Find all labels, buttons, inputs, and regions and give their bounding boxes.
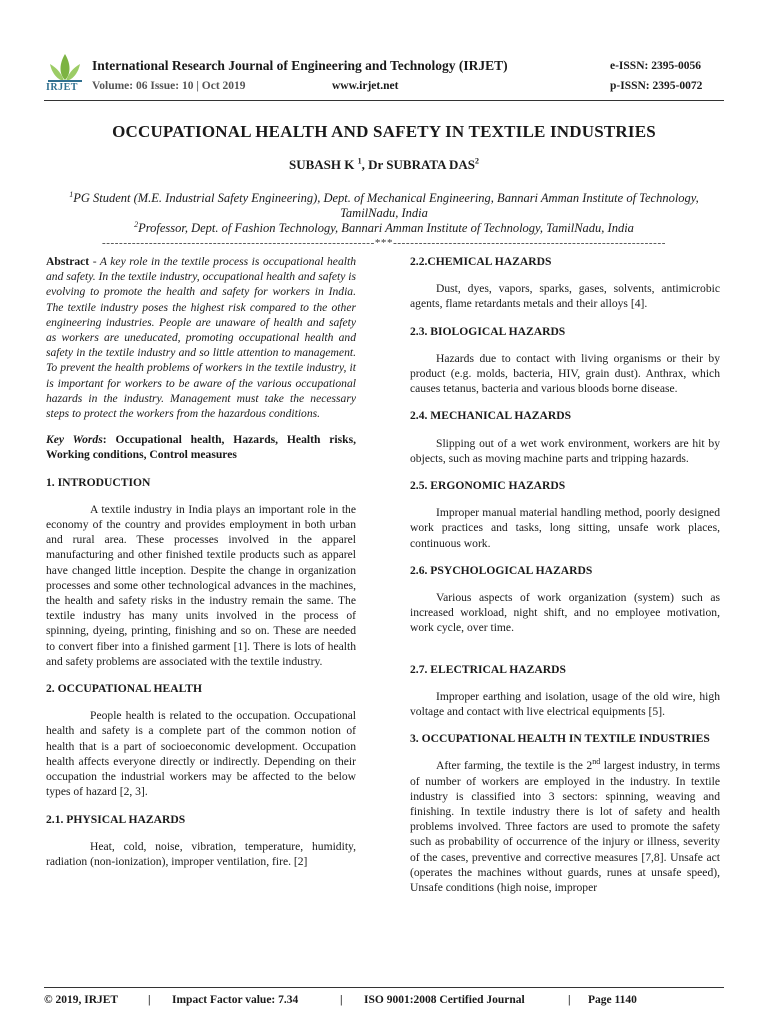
abstract-text: - A key role in the textile process is occupational health and safety. In the textile industry, occupational health and safety is evolving to promote the health and safety for workers in India. The textile industry poses the highest risk compared to the other engineering industries. People are unaware of health and safety as workers are uneducated, promoting occupational health and safety in the textile industry and so little attention to management. To prevent the health problems of workers in the textile industry, it is important for workers to be aware of the various occupational hazards in the industry. Management must take the necessary steps to protect the workers from the hazardous conditions. (46, 255, 356, 421)
affiliation-2-mark: 2 (134, 219, 139, 229)
paragraph: Heat, cold, noise, vibration, temperature, humidity, radiation (non-ionization), improper ventilation, fire. [2] (46, 839, 356, 868)
keywords-text: : Occupational health, Hazards, Health risks, Working conditions, Control measures (46, 433, 356, 462)
footer-impact-factor: Impact Factor value: 7.34 (172, 994, 299, 1006)
author-1-mark: 1 (357, 156, 362, 166)
section-heading: 1. INTRODUCTION (46, 475, 151, 489)
section-heading: 2.7. ELECTRICAL HAZARDS (410, 662, 566, 676)
affiliation-1-text: PG Student (M.E. Industrial Safety Engineering), Dept. of Mechanical Engineering, Bannari Amman Institute of Technology, TamilNadu, India (73, 191, 699, 220)
footer-divider (44, 987, 724, 988)
right-column (410, 254, 720, 895)
volume-info: Volume: 06 Issue: 10 | Oct 2019 (92, 80, 246, 92)
paragraph: Improper manual material handling method, poorly designed work practices and tasks, long sitting, unsafe work places, continuous work. (410, 506, 720, 550)
page-footer (44, 994, 724, 1006)
footer-copyright: © 2019, IRJET (44, 994, 119, 1006)
paragraph-text: largest industry, in terms of number of workers are employed in the industry. In textile industry is classified into 3 sectors: spinning, weaving and finishing. In textile industry there is lot of safety and health problems involved. Three factors are used to promote the safety such as probability of occurrence of the injury or illness, severity of the cases, preventive and corrective measures [7,8]. Unsafe act (operates the machines without guards, runes at unsafe speed), Unsafe conditions (high noise, improper (410, 759, 720, 895)
paragraph: People health is related to the occupation. Occupational health and safety is a complete part of the common notion of health that is a part of socioeconomic development. Occupation health affects everyone directly or indirectly. Depending on their occupation the industrial workers may be affected to the below types of hazard [2, 3]. (46, 709, 356, 799)
journal-website-link[interactable]: www.irjet.net (332, 80, 399, 92)
footer-separator: | (568, 994, 571, 1006)
paragraph (410, 758, 720, 895)
keywords-label: Key Words (46, 433, 103, 447)
section-heading: 2.5. ERGONOMIC HAZARDS (410, 479, 566, 493)
paragraph: Hazards due to contact with living organisms or their by product (e.g. molds, bacteria, HIV, grain dust). Anthrax, which causes tetanus, bacteria and various bloods borne disease. (410, 351, 720, 396)
left-column (46, 254, 356, 869)
journal-name: International Research Journal of Engineering and Technology (IRJET) (92, 58, 508, 73)
ordinal-suffix: nd (592, 757, 601, 767)
section-heading: 2.2.CHEMICAL HAZARDS (410, 255, 552, 268)
p-issn: p-ISSN: 2395-0072 (610, 80, 703, 92)
section-separator: ----------------------------------------------------------------***---------------------------------------------------------------- (102, 237, 666, 249)
section-heading: 3. OCCUPATIONAL HEALTH IN TEXTILE INDUSTRIES (410, 732, 710, 746)
affiliation-2 (44, 221, 724, 236)
logo-text: IRJET (46, 82, 78, 93)
affiliation-2-text: Professor, Dept. of Fashion Technology, Bannari Amman Institute of Technology, TamilNadu, India (138, 221, 634, 235)
author-2-mark: 2 (475, 156, 480, 166)
footer-page-number: Page 1140 (588, 994, 637, 1006)
author-1: SUBASH K (288, 157, 358, 172)
keywords (46, 432, 356, 462)
paragraph: Slipping out of a wet work environment, workers are hit by objects, such as moving machine parts and tripping hazards. (410, 436, 720, 465)
header-divider (44, 100, 724, 101)
paragraph: Various aspects of work organization (system) such as increased workload, night shift, and no employee motivation, work cycle, over time. (410, 591, 720, 635)
section-heading: 2.1. PHYSICAL HAZARDS (46, 812, 186, 826)
section-heading: 2.6. PSYCHOLOGICAL HAZARDS (410, 563, 593, 577)
affiliation-1-mark: 1 (69, 189, 74, 199)
section-heading: 2. OCCUPATIONAL HEALTH (46, 682, 203, 696)
abstract-label: Abstract (46, 255, 90, 268)
footer-iso: ISO 9001:2008 Certified Journal (364, 994, 525, 1006)
paper-title: OCCUPATIONAL HEALTH AND SAFETY IN TEXTILE INDUSTRIES (112, 122, 656, 141)
paragraph: Improper earthing and isolation, usage of the old wire, high voltage and contact with live electrical equipments [5]. (410, 689, 720, 719)
author-2: , Dr SUBRATA DAS (361, 157, 476, 172)
footer-separator: | (148, 994, 151, 1006)
section-heading: 2.3. BIOLOGICAL HAZARDS (410, 324, 566, 338)
paragraph: Dust, dyes, vapors, sparks, gases, solvents, antimicrobic agents, flame retardants metals and their alloys [4]. (410, 282, 720, 311)
paragraph-text: After farming, the textile is the 2 (436, 759, 593, 773)
authors (44, 157, 724, 173)
affiliation-1 (44, 191, 724, 221)
footer-separator: | (340, 994, 343, 1006)
section-heading: 2.4. MECHANICAL HAZARDS (410, 409, 572, 423)
abstract (46, 254, 356, 421)
e-issn: e-ISSN: 2395-0056 (610, 60, 702, 72)
paragraph: A textile industry in India plays an important role in the economy of the country and provides employment in both urban and rural area. These processes involved in the apparel manufacturing and other finished textile products such as apparel have changed little inception. Despite the change in organization processes and some other technological advances in the machines, the health and safety risks in the industry remain the same. The textile industry has many units involved in the process of spinning, dyeing, printing, finishing and so on. These are needed to convert fiber into a finished garment [1]. There is lots of health and safety problems are associated with the textile industry. (46, 502, 356, 668)
